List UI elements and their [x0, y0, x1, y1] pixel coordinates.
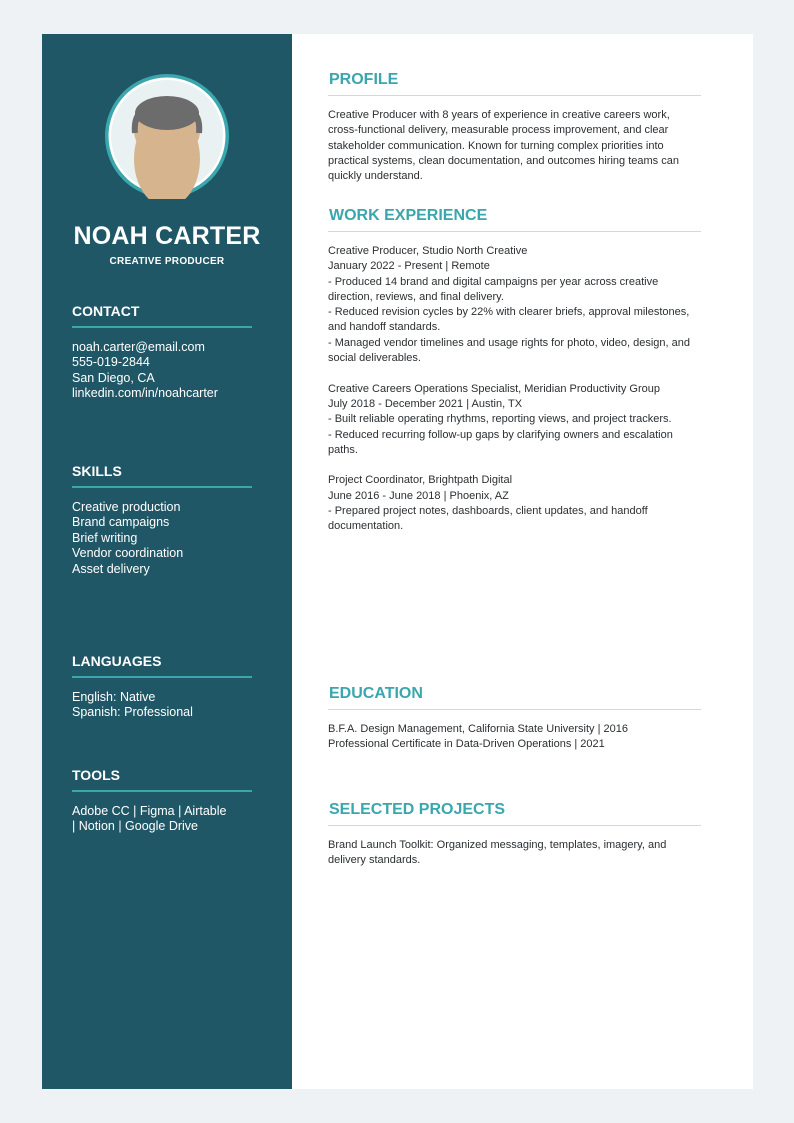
education-heading: EDUCATION: [328, 685, 701, 710]
language-item: Spanish: Professional: [72, 705, 193, 720]
projects-text: Brand Launch Toolkit: Organized messaging, templates, imagery, and delivery standards.: [328, 839, 667, 867]
job-dates: June 2016 - June 2018 | Phoenix, AZ: [328, 489, 509, 502]
resume-page: [42, 34, 753, 1089]
skill-item: Vendor coordination: [72, 546, 184, 561]
languages-heading: LANGUAGES: [72, 652, 252, 678]
tools-section: [72, 766, 252, 835]
skill-item: Brand campaigns: [72, 515, 170, 530]
job-dates: January 2022 - Present | Remote: [328, 260, 490, 273]
job-bullet: - Managed vendor timelines and usage rights for photo, video, design, and social deliverables.: [328, 336, 691, 365]
job-entry: [328, 382, 693, 458]
experience-section: [328, 207, 701, 550]
experience-heading: WORK EXPERIENCE: [328, 207, 701, 232]
contact-linkedin[interactable]: linkedin.com/in/noahcarter: [72, 386, 218, 401]
tools-text: Adobe CC | Figma | Airtable | Notion | Google Drive: [72, 804, 227, 834]
skills-heading: SKILLS: [72, 462, 252, 488]
skill-item: Creative production: [72, 500, 181, 514]
education-list: [328, 722, 701, 753]
profile-heading: PROFILE: [328, 71, 701, 96]
projects-section: [328, 801, 701, 869]
job-title: Creative Careers Operations Specialist, Meridian Productivity Group: [328, 382, 660, 395]
job-bullet: - Reduced revision cycles by 22% with clearer briefs, approval milestones, and handoff standards.: [328, 306, 690, 334]
tools-heading: TOOLS: [72, 766, 252, 792]
contact-heading: CONTACT: [72, 302, 252, 328]
sidebar: [42, 34, 292, 1089]
skills-list: [72, 500, 252, 577]
job-bullet: - Reduced recurring follow-up gaps by clarifying owners and escalation paths.: [328, 428, 673, 456]
projects-heading: SELECTED PROJECTS: [328, 801, 701, 826]
contact-list: [72, 340, 252, 402]
person-name: NOAH CARTER: [73, 222, 261, 250]
languages-section: [72, 652, 252, 721]
contact-email[interactable]: noah.carter@email.com: [72, 340, 205, 354]
education-item: Professional Certificate in Data-Driven Operations | 2021: [328, 738, 605, 751]
skill-item: Brief writing: [72, 530, 138, 545]
languages-list: [72, 690, 252, 721]
experience-list: [328, 244, 693, 535]
language-item: English: Native: [72, 690, 156, 704]
job-dates: July 2018 - December 2021 | Austin, TX: [328, 397, 523, 410]
profile-section: [328, 71, 701, 184]
job-bullet: - Produced 14 brand and digital campaigns per year across creative direction, reviews, and final delivery.: [328, 275, 659, 303]
job-bullet: - Built reliable operating rhythms, reporting views, and project trackers.: [328, 413, 672, 426]
contact-phone: 555-019-2844: [72, 355, 150, 370]
skill-item: Asset delivery: [72, 561, 150, 576]
profile-text: Creative Producer with 8 years of experience in creative careers work, cross-functional delivery, measurable process improvement, and clear stakeholder communication. Known for turning complex priorities into practical systems, clean documentation, and outcomes hiring teams can quickly understand.: [328, 109, 679, 183]
contact-section: [72, 302, 252, 402]
job-entry: [328, 244, 693, 366]
avatar-icon: [104, 73, 230, 199]
job-title: Creative Producer, Studio North Creative: [328, 245, 528, 257]
job-bullet: - Prepared project notes, dashboards, client updates, and handoff documentation.: [328, 505, 648, 533]
contact-location: San Diego, CA: [72, 370, 155, 385]
person-title: CREATIVE PRODUCER: [109, 256, 225, 267]
education-section: [328, 685, 701, 753]
avatar: [104, 73, 230, 199]
skills-section: [72, 462, 252, 577]
job-entry: [328, 473, 693, 534]
job-title: Project Coordinator, Brightpath Digital: [328, 474, 513, 487]
education-item: B.F.A. Design Management, California State University | 2016: [328, 723, 629, 735]
